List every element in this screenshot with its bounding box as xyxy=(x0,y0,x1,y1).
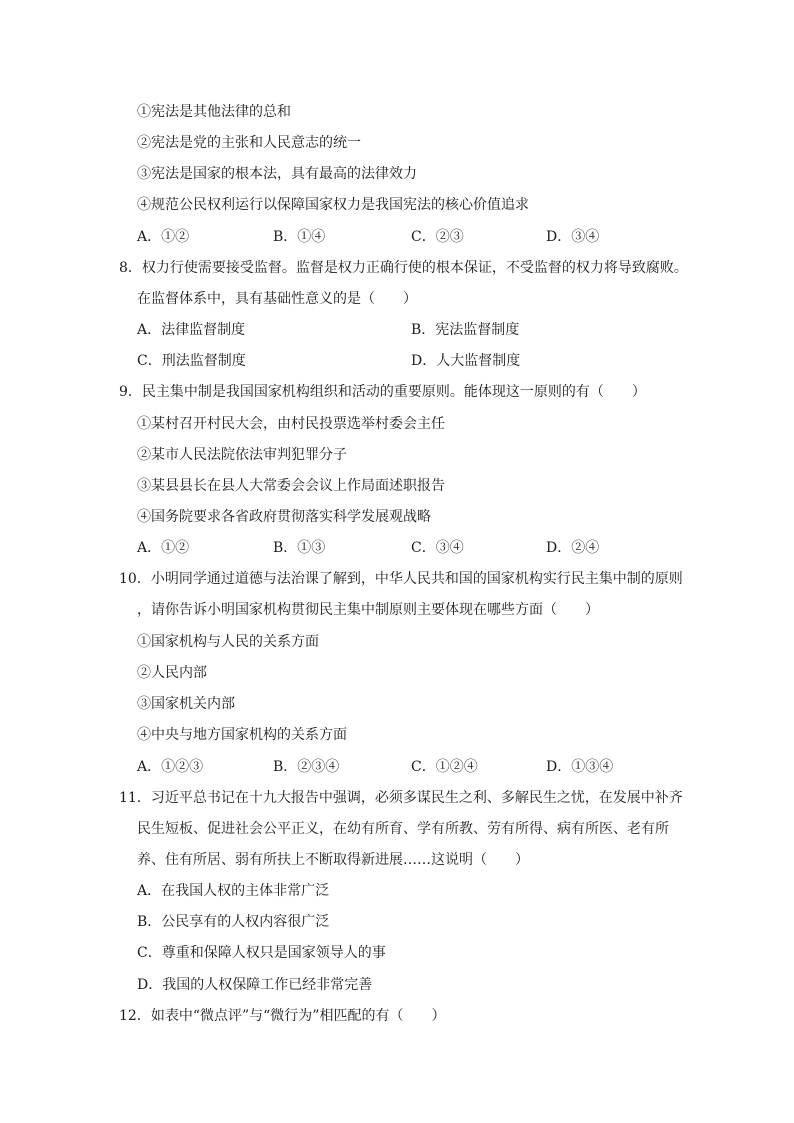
q9-option-a: A．①② xyxy=(137,540,190,556)
q12-stem-line-1: 12．如表中“微点评”与“微行为”相匹配的有（ ） xyxy=(119,1008,446,1024)
q10-statement-4: ④中央与地方国家机构的关系方面 xyxy=(137,727,347,743)
q8-option-a: A．法律监督制度 xyxy=(137,322,246,338)
q8-option-b: B．宪法监督制度 xyxy=(411,322,520,338)
q7-statement-1: ①宪法是其他法律的总和 xyxy=(137,104,291,120)
q11-option-d: D．我国的人权保障工作已经非常完善 xyxy=(137,977,373,993)
q10-option-a: A．①②③ xyxy=(137,759,204,775)
q11-stem-line-1: 11．习近平总书记在十九大报告中强调，必须多谋民生之利、多解民生之忧，在发展中补齐 xyxy=(119,790,683,806)
q10-stem-line-1: 10．小明同学通过道德与法治课了解到，中华人民共和国的国家机构实行民主集中制的原则 xyxy=(119,571,683,587)
q9-option-d: D．②④ xyxy=(546,540,600,556)
q10-stem-line-2: ，请你告诉小明国家机构贯彻民主集中制原则主要体现在哪些方面（ ） xyxy=(137,602,599,618)
q7-statement-2: ②宪法是党的主张和人民意志的统一 xyxy=(137,135,361,151)
q7-option-c: C．②③ xyxy=(411,229,464,245)
q11-option-c: C．尊重和保障人权只是国家领导人的事 xyxy=(137,945,386,961)
q7-option-d: D．③④ xyxy=(546,229,600,245)
q10-statement-1: ①国家机构与人民的关系方面 xyxy=(137,634,319,650)
q9-option-c: C．③④ xyxy=(411,540,464,556)
q10-option-c: C．①②④ xyxy=(411,759,478,775)
q7-option-a: A．①② xyxy=(137,229,190,245)
q9-statement-3: ③某县县长在县人大常委会会议上作局面述职报告 xyxy=(137,478,445,494)
q8-stem-line-1: 8．权力行使需要接受监督。监督是权力正确行使的根本保证，不受监督的权力将导致腐败。 xyxy=(119,260,688,276)
q9-statement-4: ④国务院要求各省政府贯彻落实科学发展观战略 xyxy=(137,509,431,525)
q10-option-b: B．②③④ xyxy=(273,759,340,775)
q9-statement-1: ①某村召开村民大会，由村民投票选举村委会主任 xyxy=(137,416,445,432)
q7-statement-4: ④规范公民权利运行以保障国家权力是我国宪法的核心价值追求 xyxy=(137,197,529,213)
q11-stem-line-3: 养、住有所居、弱有所扶上不断取得新进展……这说明（ ） xyxy=(137,852,529,868)
q8-option-c: C．刑法监督制度 xyxy=(137,353,246,369)
q9-stem-line-1: 9．民主集中制是我国国家机构组织和活动的重要原则。能体现这一原则的有（ ） xyxy=(119,384,646,400)
q7-option-b: B．①④ xyxy=(273,229,326,245)
q10-statement-3: ③国家机关内部 xyxy=(137,696,235,712)
q8-stem-line-2: 在监督体系中，具有基础性意义的是（ ） xyxy=(137,291,417,307)
q11-option-b: B．公民享有的人权内容很广泛 xyxy=(137,914,330,930)
q11-stem-line-2: 民生短板、促进社会公平正义，在幼有所育、学有所教、劳有所得、病有所医、老有所 xyxy=(137,821,669,837)
q10-statement-2: ②人民内部 xyxy=(137,665,207,681)
q9-option-b: B．①③ xyxy=(273,540,326,556)
q9-statement-2: ②某市人民法院依法审判犯罪分子 xyxy=(137,447,347,463)
q10-option-d: D．①③④ xyxy=(546,759,614,775)
q7-statement-3: ③宪法是国家的根本法，具有最高的法律效力 xyxy=(137,166,417,182)
q8-option-d: D．人大监督制度 xyxy=(411,353,521,369)
q11-option-a: A．在我国人权的主体非常广泛 xyxy=(137,883,330,899)
